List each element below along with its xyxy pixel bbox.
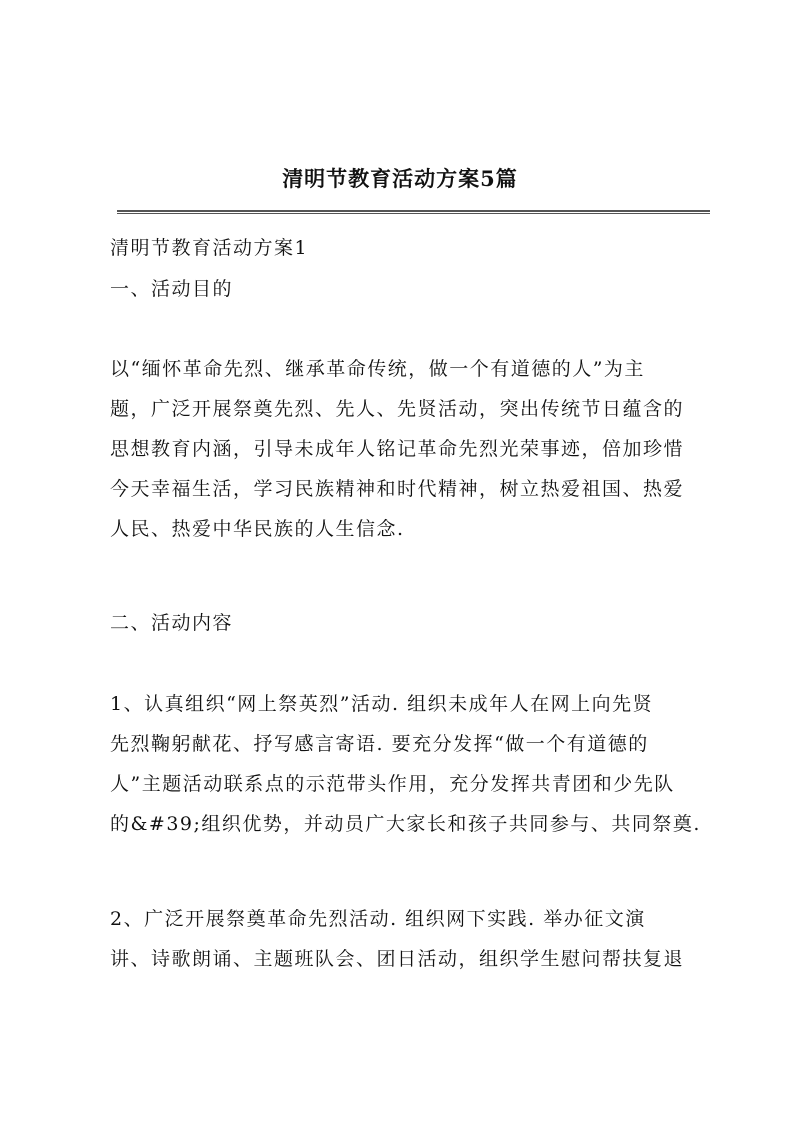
paragraph-line: 1、认真组织“网上祭英烈”活动. 组织未成年人在网上向先贤 <box>110 693 654 715</box>
part1-heading: 一、活动目的 <box>110 278 234 300</box>
paragraph-line: 讲、诗歌朗诵、主题班队会、团日活动，组织学生慰问帮扶复退 <box>110 948 685 970</box>
paragraph-line: 今天幸福生活，学习民族精神和时代精神，树立热爱祖国、热爱 <box>110 478 685 500</box>
paragraph-line: 题，广泛开展祭奠先烈、先人、先贤活动，突出传统节日蕴含的 <box>110 398 685 420</box>
paragraph-line: 思想教育内涵，引导未成年人铭记革命先烈光荣事迹，倍加珍惜 <box>110 438 685 460</box>
paragraph-line: 以“缅怀革命先烈、继承革命传统，做一个有道德的人”为主 <box>110 358 645 380</box>
section-heading: 清明节教育活动方案1 <box>110 237 309 259</box>
paragraph-line: 的&#39;组织优势，并动员广大家长和孩子共同参与、共同祭奠. <box>110 813 701 835</box>
paragraph-line: 2、广泛开展祭奠革命先烈活动. 组织网下实践. 举办征文演 <box>110 908 646 930</box>
item2-paragraph <box>110 899 720 979</box>
title-divider <box>117 210 710 214</box>
part2-heading: 二、活动内容 <box>110 612 234 634</box>
paragraph-line: 先烈鞠躬献花、抒写感言寄语. 要充分发挥“做一个有道德的 <box>110 733 649 755</box>
paragraph-line: 人”主题活动联系点的示范带头作用，充分发挥共青团和少先队 <box>110 773 675 795</box>
item1-paragraph <box>110 684 720 844</box>
document-title: 清明节教育活动方案5篇 <box>282 166 518 191</box>
paragraph-line: 人民、热爱中华民族的人生信念. <box>110 518 405 540</box>
part1-paragraph <box>110 349 720 549</box>
